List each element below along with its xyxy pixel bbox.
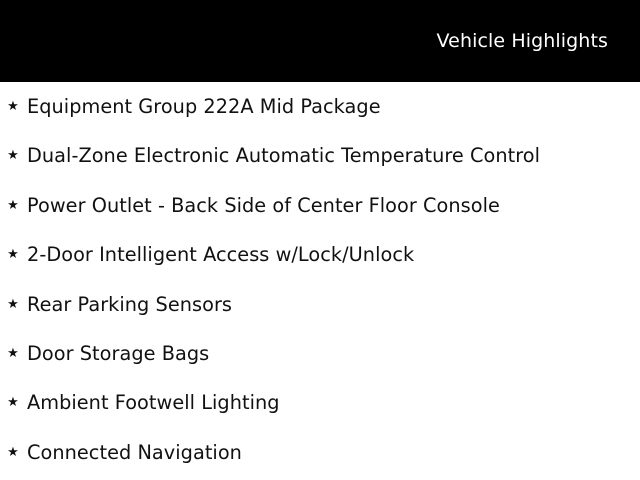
star-icon: ★ <box>7 148 19 164</box>
star-icon: ★ <box>7 296 19 312</box>
star-icon: ★ <box>7 99 19 114</box>
highlight-label: Ambient Footwell Lighting <box>27 391 280 415</box>
list-item <box>0 389 640 438</box>
highlight-label: Connected Navigation <box>27 440 242 464</box>
star-icon: ★ <box>7 345 19 361</box>
highlight-label: 2-Door Intelligent Access w/Lock/Unlock <box>27 243 415 267</box>
star-icon: ★ <box>7 395 19 411</box>
star-icon: ★ <box>7 247 19 263</box>
highlight-label: Power Outlet - Back Side of Center Floor Console <box>27 193 500 217</box>
highlight-label: Door Storage Bags <box>27 341 210 365</box>
list-item <box>0 241 640 290</box>
header-bar <box>0 0 640 82</box>
list-item <box>0 340 640 389</box>
list-item <box>0 439 640 480</box>
star-icon: ★ <box>7 197 19 213</box>
list-item <box>0 291 640 340</box>
highlights-list <box>0 82 640 480</box>
list-item <box>0 93 640 142</box>
highlight-label: Rear Parking Sensors <box>27 292 233 316</box>
list-item <box>0 142 640 191</box>
list-item <box>0 192 640 241</box>
highlight-label: Dual-Zone Electronic Automatic Temperature Control <box>27 144 541 168</box>
page-title: Vehicle Highlights <box>436 30 608 52</box>
star-icon: ★ <box>7 444 19 460</box>
highlight-label: Equipment Group 222A Mid Package <box>27 95 381 118</box>
